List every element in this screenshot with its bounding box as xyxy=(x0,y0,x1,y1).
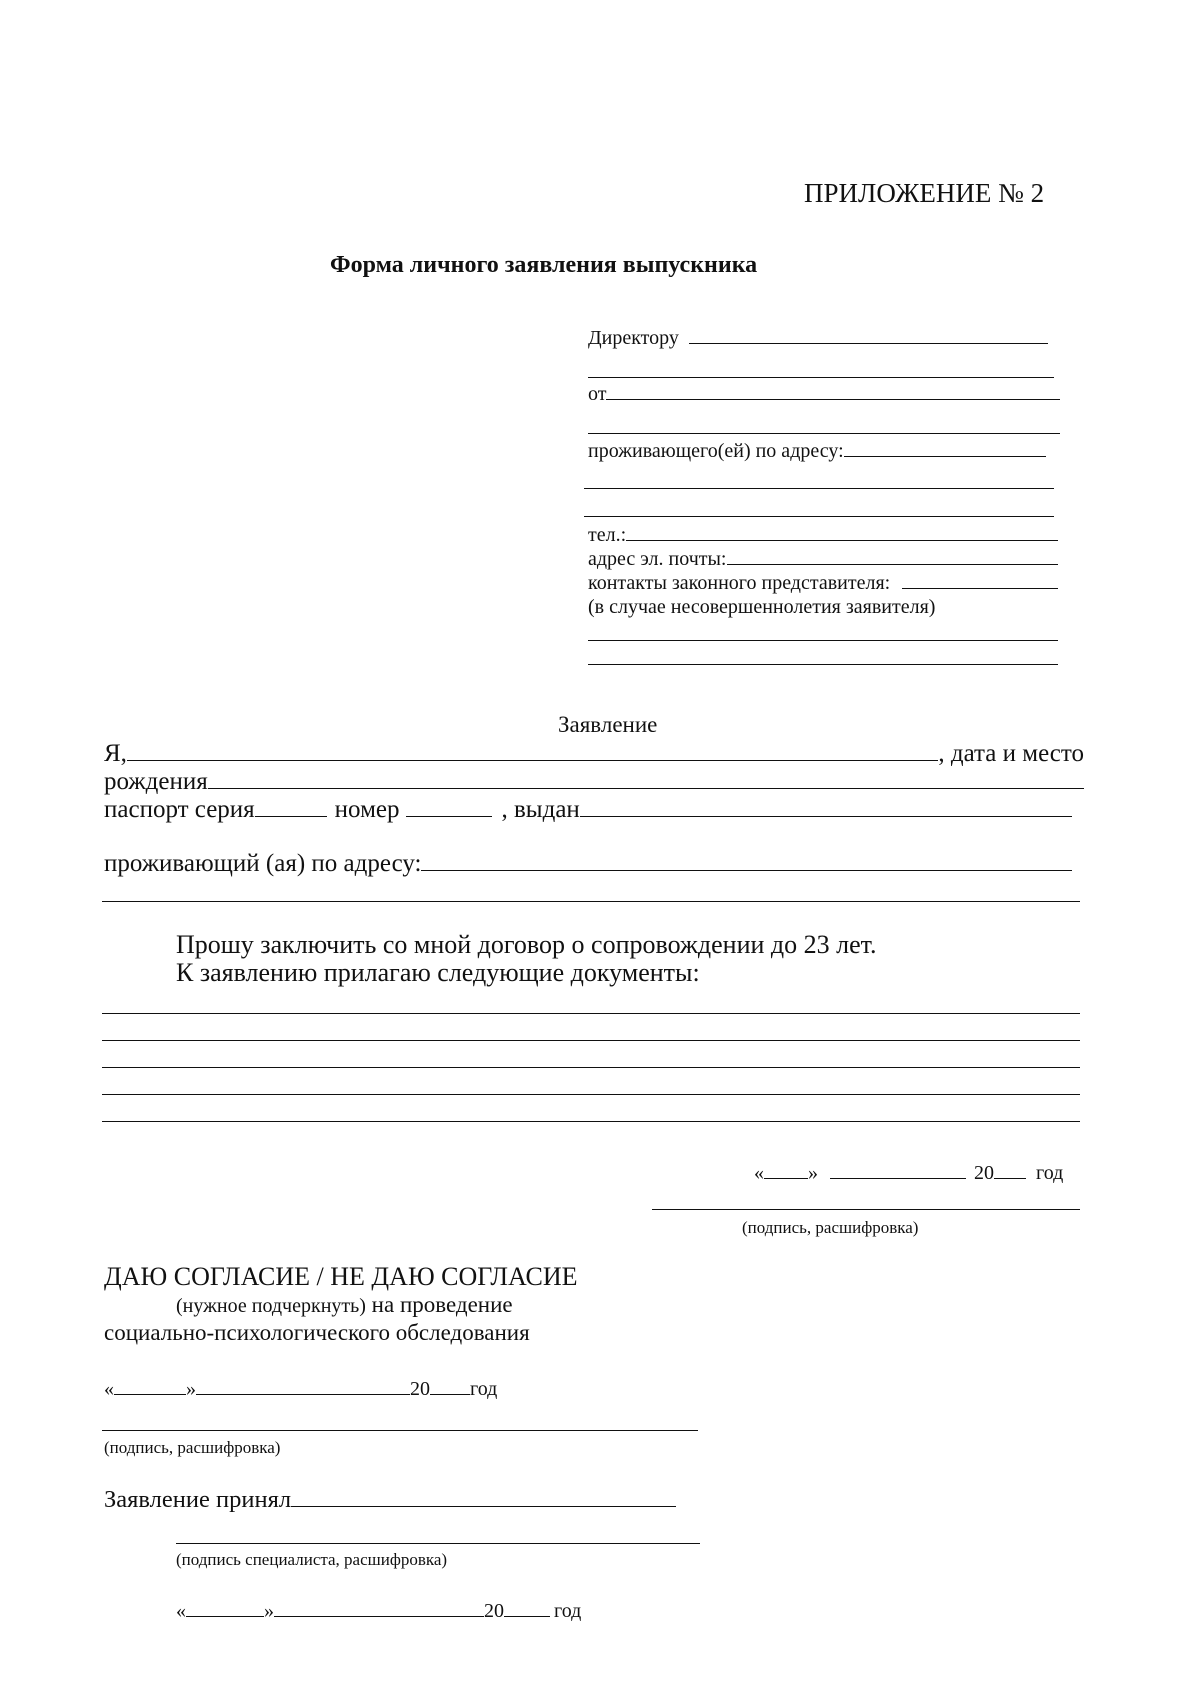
representative-line-3[interactable] xyxy=(588,664,1058,665)
attachment-line-3[interactable] xyxy=(102,1067,1080,1068)
consent-line-2 xyxy=(176,1292,513,1318)
date3-year-word: год xyxy=(554,1600,582,1622)
birth-field[interactable] xyxy=(104,768,1084,796)
representative-field[interactable] xyxy=(588,572,1058,595)
consent-line-3: социально-психологического обследования xyxy=(104,1320,530,1345)
passport-field[interactable] xyxy=(104,796,1072,824)
date3-quote-open: « xyxy=(176,1600,186,1622)
living-address-label: проживающий (ая) по адресу: xyxy=(104,850,422,877)
from-label: от xyxy=(588,383,607,405)
date3-year-prefix: 20 xyxy=(484,1600,504,1622)
signature-caption-2: (подпись, расшифровка) xyxy=(104,1438,281,1457)
attachment-line-5[interactable] xyxy=(102,1121,1080,1122)
dob-label: , дата и место xyxy=(938,740,1084,767)
date2-month-blank[interactable] xyxy=(196,1393,410,1395)
date1-day-blank[interactable] xyxy=(764,1177,808,1179)
statement-title: Заявление xyxy=(558,712,658,737)
name-field[interactable] xyxy=(104,740,1084,768)
applicant-address-line-2[interactable] xyxy=(584,488,1054,489)
form-title: Форма личного заявления выпускника xyxy=(330,252,758,278)
representative-note: (в случае несовершеннолетия заявителя) xyxy=(588,596,936,618)
date2-year-blank[interactable] xyxy=(430,1393,470,1395)
date2-quote-close: » xyxy=(186,1378,196,1400)
date3-quote-close: » xyxy=(264,1600,274,1622)
director-label: Директору xyxy=(588,327,679,349)
applicant-address-label: проживающего(ей) по адресу: xyxy=(588,440,844,462)
email-field[interactable] xyxy=(588,548,1058,571)
passport-number-label: номер xyxy=(334,796,400,823)
passport-series-blank[interactable] xyxy=(255,815,327,817)
accepted-label: Заявление принял xyxy=(104,1486,292,1513)
date1-year-blank[interactable] xyxy=(994,1177,1026,1179)
passport-issued-label: , выдан xyxy=(501,796,580,823)
attachments-text: К заявлению прилагаю следующие документы: xyxy=(176,958,700,987)
director-field[interactable] xyxy=(588,327,1048,350)
consent-hint: (нужное подчеркнуть) xyxy=(176,1295,366,1317)
from-blank[interactable] xyxy=(606,398,1060,400)
living-address-blank[interactable] xyxy=(421,869,1072,871)
applicant-address-line-3[interactable] xyxy=(584,516,1054,517)
date3-month-blank[interactable] xyxy=(274,1615,484,1617)
birth-label: рождения xyxy=(104,768,208,795)
representative-label: контакты законного представителя: xyxy=(588,572,891,594)
name-blank[interactable] xyxy=(127,759,938,761)
appendix-number: ПРИЛОЖЕНИЕ № 2 xyxy=(804,178,1045,208)
accepted-field[interactable] xyxy=(104,1486,676,1514)
attachment-line-1[interactable] xyxy=(102,1013,1080,1014)
date-row-3[interactable] xyxy=(176,1600,581,1623)
passport-issued-blank[interactable] xyxy=(580,815,1072,817)
from-extra-line[interactable] xyxy=(588,433,1060,434)
email-label: адрес эл. почты: xyxy=(588,548,727,570)
signature-line-1[interactable] xyxy=(652,1209,1080,1210)
date2-year-word: год xyxy=(470,1378,498,1400)
date1-year-prefix: 20 xyxy=(974,1162,994,1184)
attachment-line-2[interactable] xyxy=(102,1040,1080,1041)
from-field[interactable] xyxy=(588,383,1060,406)
consent-purpose: на проведение xyxy=(365,1292,513,1317)
applicant-address-field[interactable] xyxy=(588,440,1046,463)
living-address-field[interactable] xyxy=(104,850,1072,878)
phone-label: тел.: xyxy=(588,524,627,546)
living-address-line-2[interactable] xyxy=(102,901,1080,902)
date1-quote-open: « xyxy=(754,1162,764,1184)
phone-blank[interactable] xyxy=(626,539,1058,541)
signature-line-2[interactable] xyxy=(102,1430,698,1431)
specialist-signature-line[interactable] xyxy=(176,1543,700,1544)
date2-quote-open: « xyxy=(104,1378,114,1400)
specialist-signature-caption: (подпись специалиста, расшифровка) xyxy=(176,1550,448,1569)
request-text: Прошу заключить со мной договор о сопровождении до 23 лет. xyxy=(176,930,877,959)
passport-number-blank[interactable] xyxy=(406,815,492,817)
passport-series-label: паспорт серия xyxy=(104,796,255,823)
date-row-2[interactable] xyxy=(104,1378,497,1401)
date3-year-blank[interactable] xyxy=(504,1615,550,1617)
consent-title: ДАЮ СОГЛАСИЕ / НЕ ДАЮ СОГЛАСИЕ xyxy=(104,1262,578,1291)
signature-caption-1: (подпись, расшифровка) xyxy=(742,1218,919,1237)
date1-year-word: год xyxy=(1036,1162,1064,1184)
representative-blank[interactable] xyxy=(902,587,1058,589)
director-blank[interactable] xyxy=(689,342,1048,344)
date2-day-blank[interactable] xyxy=(114,1393,186,1395)
phone-field[interactable] xyxy=(588,524,1058,547)
attachment-line-4[interactable] xyxy=(102,1094,1080,1095)
representative-line-2[interactable] xyxy=(588,640,1058,641)
date2-year-prefix: 20 xyxy=(410,1378,430,1400)
date3-day-blank[interactable] xyxy=(186,1615,264,1617)
date-row-1[interactable] xyxy=(754,1162,1063,1185)
i-label: Я, xyxy=(104,740,127,767)
date1-quote-close: » xyxy=(808,1162,818,1184)
email-blank[interactable] xyxy=(727,563,1059,565)
accepted-blank[interactable] xyxy=(291,1505,676,1507)
director-extra-line[interactable] xyxy=(588,377,1054,378)
date1-month-blank[interactable] xyxy=(830,1177,966,1179)
birth-blank[interactable] xyxy=(208,787,1084,789)
applicant-address-blank[interactable] xyxy=(844,455,1046,457)
